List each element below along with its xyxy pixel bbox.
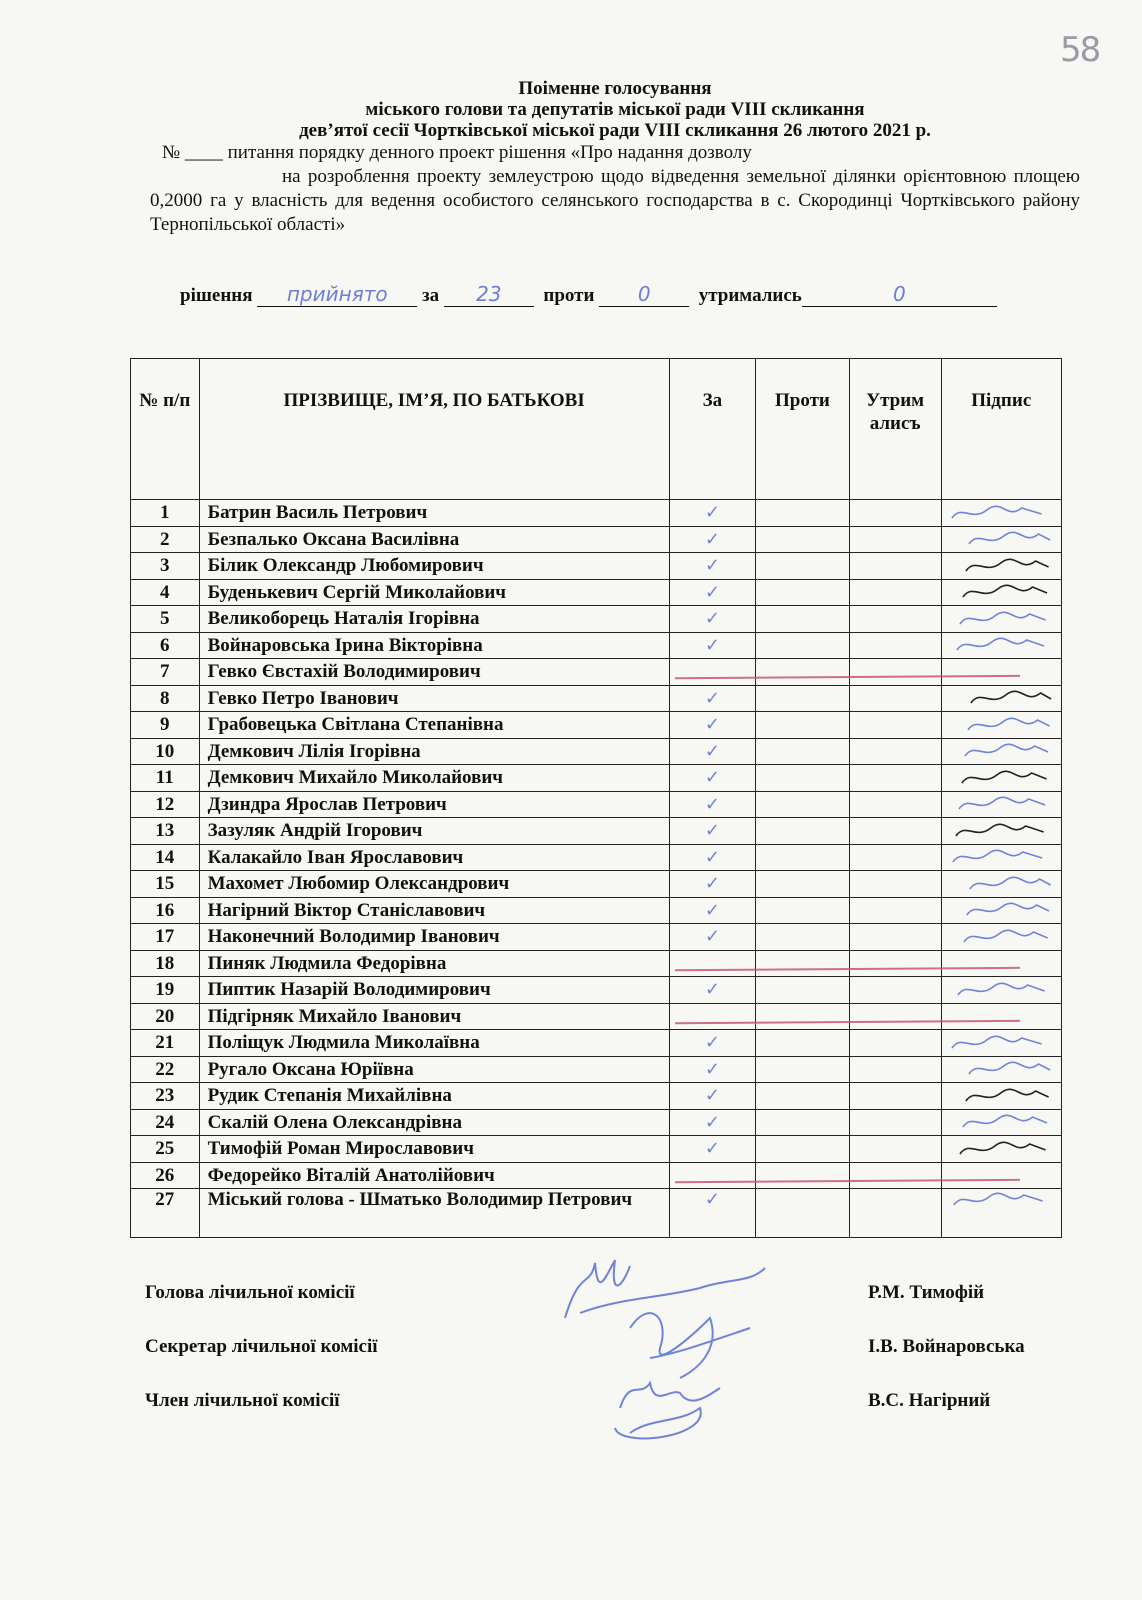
signature-cell	[941, 1109, 1062, 1136]
vote-abstained-cell	[849, 1189, 941, 1238]
header-for: За	[669, 359, 755, 500]
page-number: 58	[1060, 30, 1100, 70]
handwritten-signature	[942, 899, 1062, 921]
handwritten-signature	[942, 926, 1062, 948]
vote-for-mark: ✓	[669, 844, 755, 871]
table-row	[131, 1162, 1062, 1189]
vote-for-mark: ✓	[669, 924, 755, 951]
deputy-name: Безпалько Оксана Василівна	[199, 526, 669, 553]
vote-abstained-cell	[849, 765, 941, 792]
row-number: 25	[131, 1136, 200, 1163]
row-number: 9	[131, 712, 200, 739]
title-line-2: міського голови та депутатів міської ради VIII скликання	[365, 99, 865, 120]
deputy-name: Дзиндра Ярослав Петрович	[199, 791, 669, 818]
row-number: 20	[131, 1003, 200, 1030]
commission-signatures	[560, 1258, 780, 1448]
signature-cell	[941, 1162, 1062, 1189]
signature-cell	[941, 1083, 1062, 1110]
row-number: 10	[131, 738, 200, 765]
chair-name: Р.М. Тимофій	[868, 1282, 985, 1303]
handwritten-signature	[942, 767, 1062, 789]
vote-abstained-cell	[849, 791, 941, 818]
vote-for-mark	[669, 659, 755, 686]
question-body: на розроблення проекту землеустрою щодо відведення земельної ділянки орієнтовною площею 0,2000 га у власність для ведення особистого селянського господарства в с. Скородинці Чортківського району Тернопільської області»	[150, 166, 1080, 235]
vote-abstained-cell	[849, 871, 941, 898]
deputy-name: Міський голова - Шматько Володимир Петрович	[199, 1189, 669, 1238]
deputy-name: Наконечний Володимир Іванович	[199, 924, 669, 951]
table-header-row	[131, 359, 1062, 500]
vote-abstained-cell	[849, 897, 941, 924]
table-row	[131, 1136, 1062, 1163]
signature-cell	[941, 632, 1062, 659]
handwritten-signature	[942, 740, 1062, 762]
vote-for-mark: ✓	[669, 1030, 755, 1057]
vote-for-mark: ✓	[669, 579, 755, 606]
row-number: 6	[131, 632, 200, 659]
vote-against-cell	[756, 712, 850, 739]
header-no: № п/п	[131, 359, 200, 500]
vote-against-cell	[756, 1162, 850, 1189]
vote-abstained-cell	[849, 632, 941, 659]
vote-against-cell	[756, 1030, 850, 1057]
vote-abstained-cell	[849, 526, 941, 553]
signature-cell	[941, 1030, 1062, 1057]
handwritten-signature	[942, 1189, 1062, 1211]
handwritten-signature	[942, 1032, 1062, 1054]
vote-abstained-cell	[849, 1003, 941, 1030]
signature-cell	[941, 897, 1062, 924]
decision-label: рішення	[180, 285, 253, 306]
handwritten-signature	[942, 555, 1062, 577]
vote-abstained-cell	[849, 1056, 941, 1083]
signature-cell	[941, 659, 1062, 686]
handwritten-signature	[942, 979, 1062, 1001]
deputy-name: Тимофій Роман Мирославович	[199, 1136, 669, 1163]
vote-against-cell	[756, 632, 850, 659]
question-prefix: № ____ питання порядку денного проект рішення «Про надання дозволу	[162, 142, 752, 163]
table-row	[131, 1083, 1062, 1110]
row-number: 8	[131, 685, 200, 712]
vote-result	[180, 282, 1070, 307]
handwritten-signature	[942, 608, 1062, 630]
deputy-name: Пиняк Людмила Федорівна	[199, 950, 669, 977]
row-number: 18	[131, 950, 200, 977]
row-number: 14	[131, 844, 200, 871]
deputy-name: Рудик Степанія Михайлівна	[199, 1083, 669, 1110]
table-row	[131, 791, 1062, 818]
deputy-name: Батрин Василь Петрович	[199, 500, 669, 527]
handwritten-signature	[942, 687, 1062, 709]
row-number: 5	[131, 606, 200, 633]
handwritten-signature	[942, 581, 1062, 603]
signature-cell	[941, 526, 1062, 553]
vote-for-mark: ✓	[669, 500, 755, 527]
signature-cell	[941, 606, 1062, 633]
deputy-name: Зазуляк Андрій Ігорович	[199, 818, 669, 845]
vote-abstained-cell	[849, 950, 941, 977]
vote-abstained-cell	[849, 1136, 941, 1163]
table-row	[131, 897, 1062, 924]
table-row	[131, 1189, 1062, 1238]
vote-for-mark: ✓	[669, 553, 755, 580]
signature-cell	[941, 738, 1062, 765]
vote-abstained-cell	[849, 1162, 941, 1189]
against-count: 0	[599, 282, 689, 307]
vote-against-cell	[756, 579, 850, 606]
vote-abstained-cell	[849, 685, 941, 712]
row-number: 22	[131, 1056, 200, 1083]
deputy-name: Поліщук Людмила Миколаївна	[199, 1030, 669, 1057]
vote-for-mark: ✓	[669, 1083, 755, 1110]
deputy-name: Білик Олександр Любомирович	[199, 553, 669, 580]
table-row	[131, 500, 1062, 527]
table-row	[131, 712, 1062, 739]
member-name: В.С. Нагірний	[868, 1390, 991, 1411]
header-name: ПРІЗВИЩЕ, ІМ’Я, ПО БАТЬКОВІ	[199, 359, 669, 500]
vote-for-mark: ✓	[669, 632, 755, 659]
handwritten-signature	[942, 502, 1062, 524]
vote-against-cell	[756, 1003, 850, 1030]
title-line-3: дев’ятої сесії Чортківської міської ради VIII скликання 26 лютого 2021 р.	[299, 120, 931, 141]
signature-cell	[941, 1136, 1062, 1163]
table-row	[131, 950, 1062, 977]
member-label: Член лічильної комісії	[145, 1390, 340, 1411]
vote-abstained-cell	[849, 977, 941, 1004]
signature-cell	[941, 791, 1062, 818]
vote-for-mark: ✓	[669, 606, 755, 633]
handwritten-signature	[942, 1138, 1062, 1160]
vote-abstained-cell	[849, 606, 941, 633]
abstained-count: 0	[802, 282, 997, 307]
table-row	[131, 1109, 1062, 1136]
table-row	[131, 977, 1062, 1004]
vote-against-cell	[756, 897, 850, 924]
row-number: 11	[131, 765, 200, 792]
vote-against-cell	[756, 1136, 850, 1163]
handwritten-signature	[942, 820, 1062, 842]
signature-cell	[941, 1189, 1062, 1238]
signature-cell	[941, 1003, 1062, 1030]
vote-for-mark: ✓	[669, 897, 755, 924]
signature-cell	[941, 1056, 1062, 1083]
row-number: 27	[131, 1189, 200, 1238]
decision-value: прийнято	[257, 282, 417, 307]
vote-abstained-cell	[849, 1030, 941, 1057]
vote-for-mark: ✓	[669, 818, 755, 845]
table-row	[131, 553, 1062, 580]
vote-against-cell	[756, 977, 850, 1004]
vote-abstained-cell	[849, 500, 941, 527]
deputy-name: Гевко Євстахій Володимирович	[199, 659, 669, 686]
row-number: 19	[131, 977, 200, 1004]
deputy-name: Махомет Любомир Олександрович	[199, 871, 669, 898]
vote-abstained-cell	[849, 844, 941, 871]
row-number: 2	[131, 526, 200, 553]
deputy-name: Пиптик Назарій Володимирович	[199, 977, 669, 1004]
vote-for-mark	[669, 1162, 755, 1189]
vote-for-mark: ✓	[669, 791, 755, 818]
vote-for-mark	[669, 1003, 755, 1030]
vote-against-cell	[756, 1083, 850, 1110]
vote-for-mark: ✓	[669, 526, 755, 553]
vote-against-cell	[756, 1189, 850, 1238]
table-row	[131, 1056, 1062, 1083]
signature-cell	[941, 924, 1062, 951]
table-row	[131, 924, 1062, 951]
row-number: 23	[131, 1083, 200, 1110]
deputy-name: Демкович Михайло Миколайович	[199, 765, 669, 792]
vote-against-cell	[756, 1109, 850, 1136]
table-row	[131, 579, 1062, 606]
signature-cell	[941, 950, 1062, 977]
header-against: Проти	[756, 359, 850, 500]
deputy-name: Войнаровська Ірина Вікторівна	[199, 632, 669, 659]
vote-abstained-cell	[849, 712, 941, 739]
for-count: 23	[444, 282, 534, 307]
vote-against-cell	[756, 1056, 850, 1083]
handwritten-signature	[942, 873, 1062, 895]
signature-cell	[941, 553, 1062, 580]
deputy-name: Великоборець Наталія Ігорівна	[199, 606, 669, 633]
signature-cell	[941, 871, 1062, 898]
deputy-name: Демкович Лілія Ігорівна	[199, 738, 669, 765]
deputy-name: Підгірняк Михайло Іванович	[199, 1003, 669, 1030]
deputy-name: Калакайло Іван Ярославович	[199, 844, 669, 871]
vote-for-mark	[669, 950, 755, 977]
table-row	[131, 1030, 1062, 1057]
table-row	[131, 765, 1062, 792]
vote-for-mark: ✓	[669, 765, 755, 792]
vote-table	[130, 358, 1062, 1238]
handwritten-signature	[942, 714, 1062, 736]
vote-against-cell	[756, 818, 850, 845]
row-number: 24	[131, 1109, 200, 1136]
vote-against-cell	[756, 950, 850, 977]
vote-against-cell	[756, 791, 850, 818]
title-line-1: Поіменне голосування	[518, 78, 712, 99]
deputy-name: Нагірний Віктор Станіславович	[199, 897, 669, 924]
signature-cell	[941, 844, 1062, 871]
vote-against-cell	[756, 924, 850, 951]
vote-against-cell	[756, 659, 850, 686]
vote-abstained-cell	[849, 553, 941, 580]
row-number: 4	[131, 579, 200, 606]
handwritten-signature	[942, 846, 1062, 868]
vote-abstained-cell	[849, 818, 941, 845]
for-label: за	[422, 285, 440, 306]
document-header	[150, 78, 1080, 237]
signature-cell	[941, 977, 1062, 1004]
handwritten-signature	[942, 793, 1062, 815]
deputy-name: Федорейко Віталій Анатолійович	[199, 1162, 669, 1189]
vote-for-mark: ✓	[669, 712, 755, 739]
vote-for-mark: ✓	[669, 685, 755, 712]
signature-cell	[941, 765, 1062, 792]
vote-against-cell	[756, 765, 850, 792]
chair-label: Голова лічильної комісії	[145, 1282, 355, 1303]
vote-abstained-cell	[849, 738, 941, 765]
signature-cell	[941, 579, 1062, 606]
vote-abstained-cell	[849, 924, 941, 951]
header-abstained: Утрималисъ	[849, 359, 941, 500]
against-label: проти	[543, 285, 595, 306]
row-number: 26	[131, 1162, 200, 1189]
table-row	[131, 606, 1062, 633]
row-number: 15	[131, 871, 200, 898]
table-row	[131, 871, 1062, 898]
deputy-name: Гевко Петро Іванович	[199, 685, 669, 712]
signature-cell	[941, 685, 1062, 712]
handwritten-signature	[942, 1111, 1062, 1133]
deputy-name: Буденькевич Сергій Миколайович	[199, 579, 669, 606]
abstained-label: утримались	[698, 285, 802, 306]
signature-cell	[941, 500, 1062, 527]
deputy-name: Ругало Оксана Юріївна	[199, 1056, 669, 1083]
vote-for-mark: ✓	[669, 1109, 755, 1136]
row-number: 3	[131, 553, 200, 580]
row-number: 1	[131, 500, 200, 527]
signature-cell	[941, 712, 1062, 739]
vote-against-cell	[756, 844, 850, 871]
row-number: 12	[131, 791, 200, 818]
deputy-name: Грабовецька Світлана Степанівна	[199, 712, 669, 739]
vote-for-mark: ✓	[669, 1136, 755, 1163]
row-number: 7	[131, 659, 200, 686]
vote-abstained-cell	[849, 1083, 941, 1110]
vote-against-cell	[756, 871, 850, 898]
handwritten-signature	[942, 528, 1062, 550]
table-row	[131, 844, 1062, 871]
row-number: 21	[131, 1030, 200, 1057]
table-row	[131, 526, 1062, 553]
vote-abstained-cell	[849, 579, 941, 606]
header-signature: Підпис	[941, 359, 1062, 500]
vote-abstained-cell	[849, 659, 941, 686]
vote-against-cell	[756, 738, 850, 765]
signature-cell	[941, 818, 1062, 845]
vote-for-mark: ✓	[669, 871, 755, 898]
handwritten-signature	[942, 1085, 1062, 1107]
secretary-label: Секретар лічильної комісії	[145, 1336, 378, 1357]
row-number: 17	[131, 924, 200, 951]
table-row	[131, 1003, 1062, 1030]
handwritten-signature	[942, 634, 1062, 656]
deputy-name: Скалій Олена Олександрівна	[199, 1109, 669, 1136]
vote-for-mark: ✓	[669, 977, 755, 1004]
vote-against-cell	[756, 500, 850, 527]
vote-for-mark: ✓	[669, 1056, 755, 1083]
handwritten-signature	[942, 1058, 1062, 1080]
row-number: 13	[131, 818, 200, 845]
vote-abstained-cell	[849, 1109, 941, 1136]
vote-against-cell	[756, 606, 850, 633]
vote-against-cell	[756, 526, 850, 553]
table-row	[131, 818, 1062, 845]
row-number: 16	[131, 897, 200, 924]
vote-for-mark: ✓	[669, 1189, 755, 1238]
table-row	[131, 738, 1062, 765]
vote-for-mark: ✓	[669, 738, 755, 765]
table-row	[131, 685, 1062, 712]
vote-against-cell	[756, 553, 850, 580]
table-row	[131, 659, 1062, 686]
table-row	[131, 632, 1062, 659]
secretary-name: І.В. Войнаровська	[868, 1336, 1025, 1357]
vote-against-cell	[756, 685, 850, 712]
